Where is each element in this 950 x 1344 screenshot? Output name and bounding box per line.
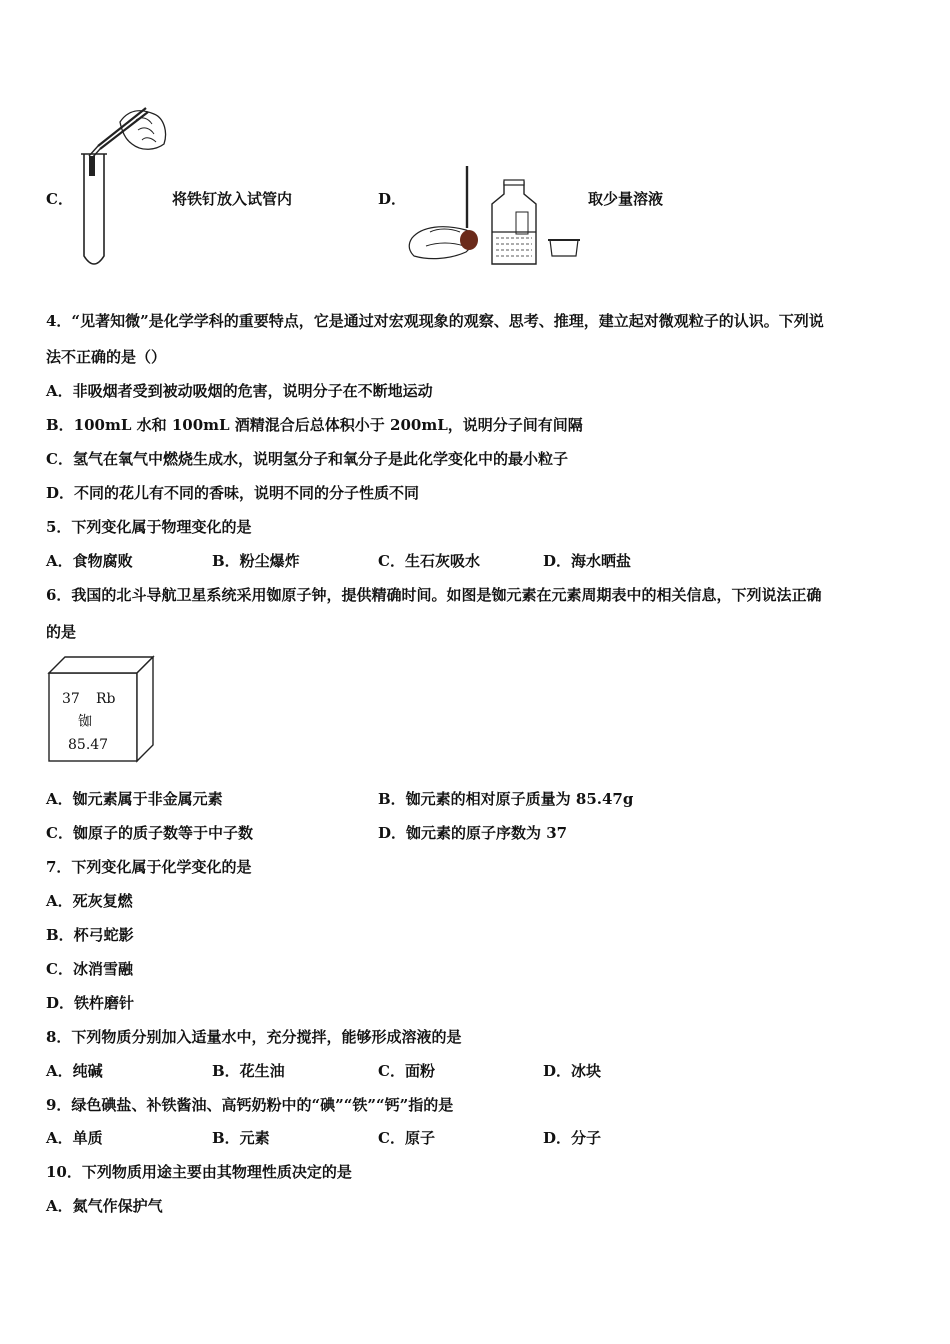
atomic-number: 37 xyxy=(62,691,80,707)
option-d: D．分子 xyxy=(543,1129,602,1147)
option-a: A．死灰复燃 xyxy=(46,892,133,910)
question-stem: 8．下列物质分别加入适量水中，充分搅拌，能够形成溶液的是 xyxy=(46,1028,462,1046)
question-stem: 5．下列变化属于物理变化的是 xyxy=(46,518,252,536)
option-b: B．花生油 xyxy=(212,1062,285,1080)
option-c: C．原子 xyxy=(378,1129,435,1147)
option-c-text: 将铁钉放入试管内 xyxy=(172,190,293,208)
question-stem: 4．“见著知微”是化学学科的重要特点，它是通过对宏观现象的观察、思考、推理，建立起对微观粒子的认识。下列说 xyxy=(46,312,824,330)
option-c: C．面粉 xyxy=(378,1062,435,1080)
question-stem: 9．绿色碘盐、补铁酱油、高钙奶粉中的“碘”“铁”“钙”指的是 xyxy=(46,1096,454,1114)
option-a: A．食物腐败 xyxy=(46,552,133,570)
option-d: D．冰块 xyxy=(543,1062,602,1080)
option-b: B．元素 xyxy=(212,1129,270,1147)
stopper-icon xyxy=(550,240,578,256)
option-b: B．铷元素的相对原子质量为 85.47g xyxy=(378,790,634,808)
option-d-text: 取少量溶液 xyxy=(588,190,664,208)
option-c: C．生石灰吸水 xyxy=(378,552,480,570)
option-d: D．铁杵磨针 xyxy=(46,994,135,1012)
option-b: B．杯弓蛇影 xyxy=(46,926,134,944)
option-a: A．单质 xyxy=(46,1129,103,1147)
question-stem: 7．下列变化属于化学变化的是 xyxy=(46,858,252,876)
option-a: A．氮气作保护气 xyxy=(46,1197,163,1215)
test-tube-tweezers-figure xyxy=(76,100,171,270)
element-symbol: Rb xyxy=(96,691,116,707)
option-d: D．铷元素的原子序数为 37 xyxy=(378,824,568,842)
option-c: C．铷原子的质子数等于中子数 xyxy=(46,824,253,842)
question-stem-continued: 的是 xyxy=(46,623,77,641)
option-c: C．氢气在氧气中燃烧生成水，说明氢分子和氧分子是此化学变化中的最小粒子 xyxy=(46,450,568,468)
option-d-label: D． xyxy=(378,190,407,208)
option-a: A．铷元素属于非金属元素 xyxy=(46,790,223,808)
iron-nail xyxy=(89,156,95,176)
option-d: D．不同的花儿有不同的香味，说明不同的分子性质不同 xyxy=(46,484,420,502)
option-b: B．粉尘爆炸 xyxy=(212,552,300,570)
option-b: B．100mL 水和 100mL 酒精混合后总体积小于 200mL，说明分子间有间隔 xyxy=(46,416,583,434)
question-stem-continued: 法不正确的是（） xyxy=(46,348,167,366)
dropper-bottle-figure xyxy=(408,160,586,270)
question-stem: 6．我国的北斗导航卫星系统采用铷原子钟，提供精确时间。如图是铷元素在元素周期表中的相关信息，下列说法正确 xyxy=(46,586,822,604)
option-d: D．海水晒盐 xyxy=(543,552,632,570)
option-c-label: C． xyxy=(46,190,73,208)
atomic-mass: 85.47 xyxy=(68,737,109,753)
reagent-bottle xyxy=(492,182,536,264)
element-name: 铷 xyxy=(78,714,92,730)
question-stem: 10．下列物质用途主要由其物理性质决定的是 xyxy=(46,1163,352,1181)
option-c: C．冰消雪融 xyxy=(46,960,133,978)
option-a: A．纯碱 xyxy=(46,1062,103,1080)
option-a: A．非吸烟者受到被动吸烟的危害，说明分子在不断地运动 xyxy=(46,382,433,400)
